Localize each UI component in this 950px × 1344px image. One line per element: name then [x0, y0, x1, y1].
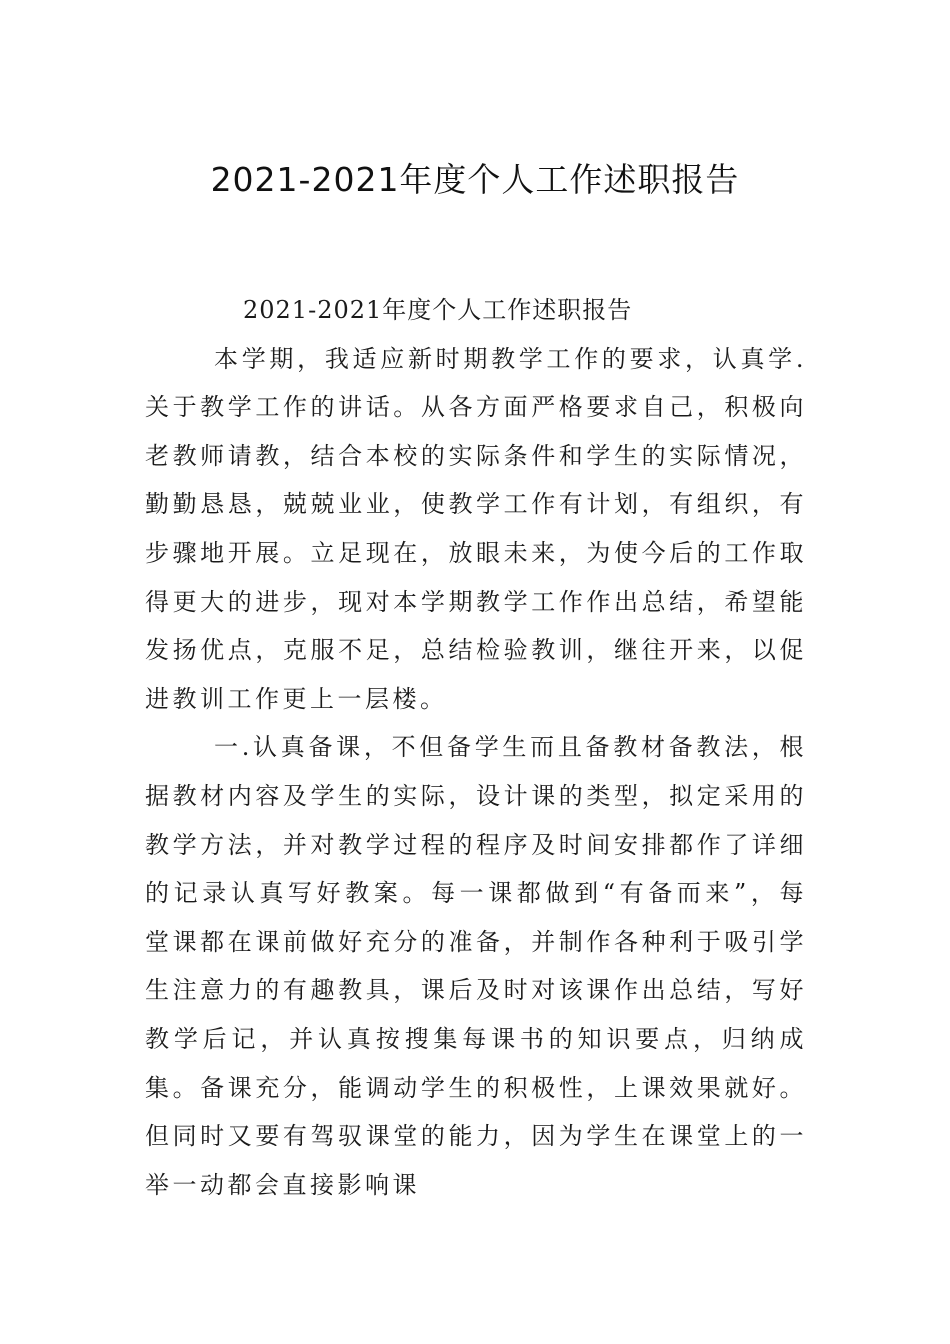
document-title: 2021-2021年度个人工作述职报告	[210, 160, 740, 199]
document-subtitle: 2021-2021年度个人工作述职报告	[243, 296, 633, 324]
document-body	[145, 286, 807, 1209]
paragraph-section-one: 一.认真备课，不但备学生而且备教材备教法，根据教材内容及学生的实际，设计课的类型，拟定采用的教学方法，并对教学过程的程序及时间安排都作了详细的记录认真写好教案。每一课都做到“有备而来”，每堂课都在课前做好充分的准备，并制作各种利于吸引学生注意力的有趣教具，课后及时对该课作出总结，写好教学后记，并认真按搜集每课书的知识要点，归纳成集。备课充分，能调动学生的积极性，上课效果就好。但同时又要有驾驭课堂的能力，因为学生在课堂上的一举一动都会直接影响课	[145, 733, 807, 1199]
paragraph-intro: 本学期，我适应新时期教学工作的要求，认真学.关于教学工作的讲话。从各方面严格要求自己，积极向老教师请教，结合本校的实际条件和学生的实际情况，勤勤恳恳，兢兢业业，使教学工作有计划，有组织，有步骤地开展。立足现在，放眼未来，为使今后的工作取得更大的进步，现对本学期教学工作作出总结，希望能发扬优点，克服不足，总结检验教训，继往开来，以促进教训工作更上一层楼。	[145, 344, 807, 713]
